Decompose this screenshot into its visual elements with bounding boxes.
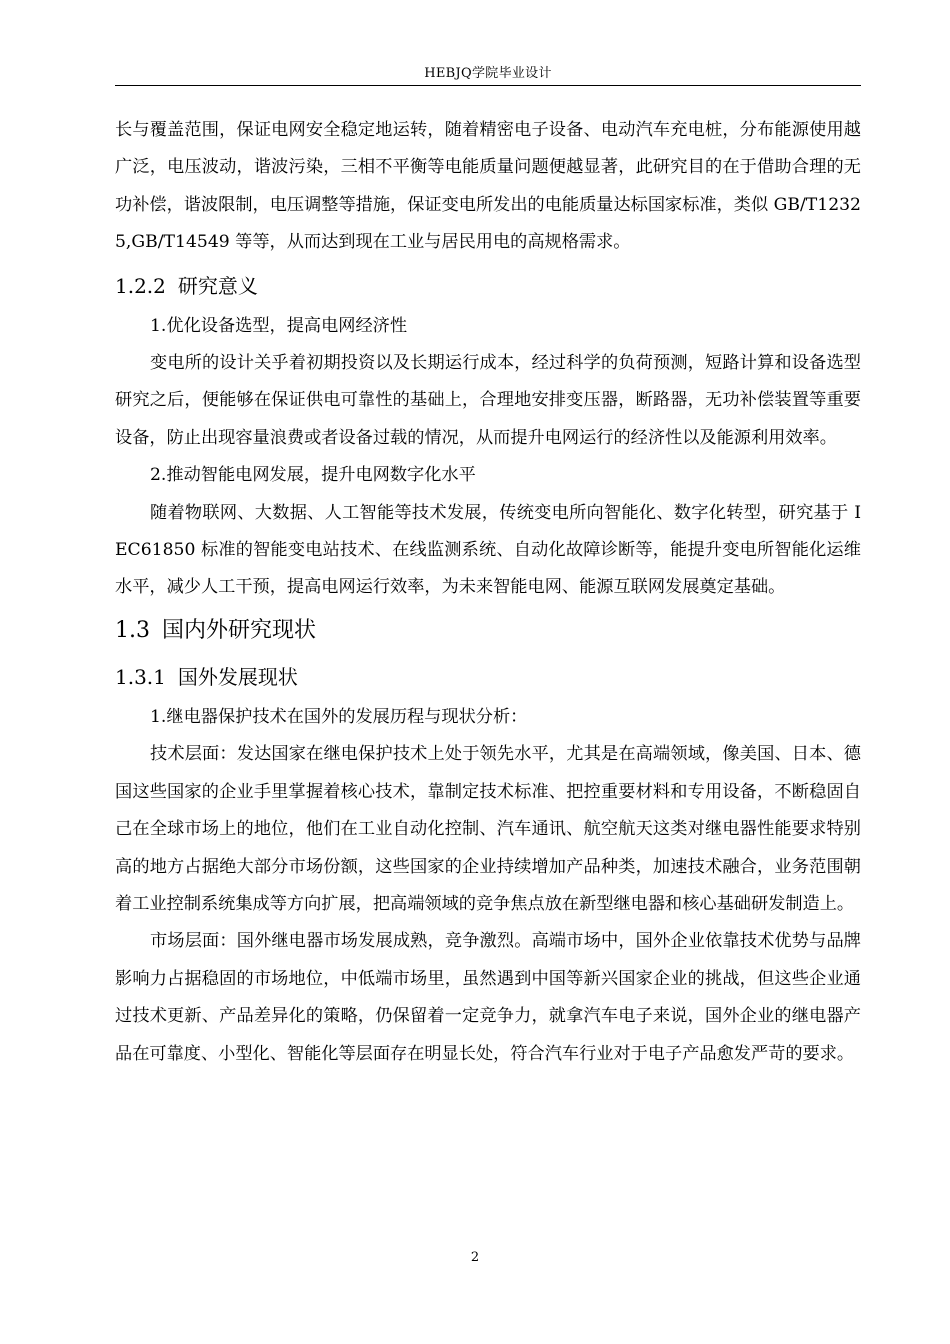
tech-paragraph: 技术层面：发达国家在继电保护技术上处于领先水平，尤其是在高端领域，像美国、日本、德国这些国家的企业手里掌握着核心技术，靠制定技术标准、把控重要材料和专用设备，不断稳固自己在全球市场上的地位，他们在工业自动化控制、汽车通讯、航空航天这类对继电器性能要求特别高的地方占据绝大部分市场份额，这些国家的企业持续增加产品种类，加速技术融合，业务范围朝着工业控制系统集成等方向扩展，把高端领域的竞争焦点放在新型继电器和核心基础研发制造上。	[115, 744, 861, 914]
heading-title: 国内外研究现状	[162, 617, 317, 643]
body-content	[115, 112, 861, 1073]
item1-paragraph: 变电所的设计关乎着初期投资以及长期运行成本，经过科学的负荷预测，短路计算和设备选型研究之后，便能够在保证供电可靠性的基础上，合理地安排变压器，断路器，无功补偿装置等重要设备，防止出现容量浪费或者设备过载的情况，从而提升电网运行的经济性以及能源利用效率。	[115, 353, 861, 448]
heading-number: 1.2.2	[115, 273, 166, 298]
heading-1-3	[115, 607, 861, 655]
item2-paragraph: 随着物联网、大数据、人工智能等技术发展，传统变电所向智能化、数字化转型，研究基于 IEC61850 标准的智能变电站技术、在线监测系统、自动化故障诊断等，能提升变电所智能化运维水平，减少人工干预，提高电网运行效率，为未来智能电网、能源互联网发展奠定基础。	[115, 502, 861, 598]
market-paragraph: 市场层面：国外继电器市场发展成熟，竞争激烈。高端市场中，国外企业依靠技术优势与品牌影响力占据稳固的市场地位，中低端市场里，虽然遇到中国等新兴国家企业的挑战，但这些企业通过技术更新、产品差异化的策略，仍保留着一定竞争力，就拿汽车电子来说，国外企业的继电器产品在可靠度、小型化、智能化等层面存在明显长处，符合汽车行业对于电子产品愈发严苛的要求。	[115, 931, 861, 1064]
heading-number: 1.3	[115, 617, 150, 643]
item2-title: 2.推动智能电网发展，提升电网数字化水平	[150, 465, 476, 486]
header-rule	[115, 85, 861, 86]
heading-1-3-1	[115, 655, 861, 699]
heading-number: 1.3.1	[115, 664, 166, 689]
item1-title: 1.优化设备选型，提高电网经济性	[150, 315, 408, 336]
item3-title: 1.继电器保护技术在国外的发展历程与现状分析：	[150, 706, 528, 727]
paragraph-intro: 长与覆盖范围，保证电网安全稳定地运转，随着精密电子设备、电动汽车充电桩，分布能源使用越广泛，电压波动，谐波污染，三相不平衡等电能质量问题便越显著，此研究目的在于借助合理的无功补偿，谐波限制，电压调整等措施，保证变电所发出的电能质量达标国家标准，类似 GB/T12325,GB/T14549 等等，从而达到现在工业与居民用电的高规格需求。	[115, 120, 861, 253]
page-number: 2	[470, 1250, 480, 1265]
heading-1-2-2	[115, 266, 861, 306]
running-header: HEBJQ学院毕业设计	[424, 66, 552, 81]
heading-title: 国外发展现状	[177, 664, 298, 689]
heading-title: 研究意义	[177, 273, 258, 298]
